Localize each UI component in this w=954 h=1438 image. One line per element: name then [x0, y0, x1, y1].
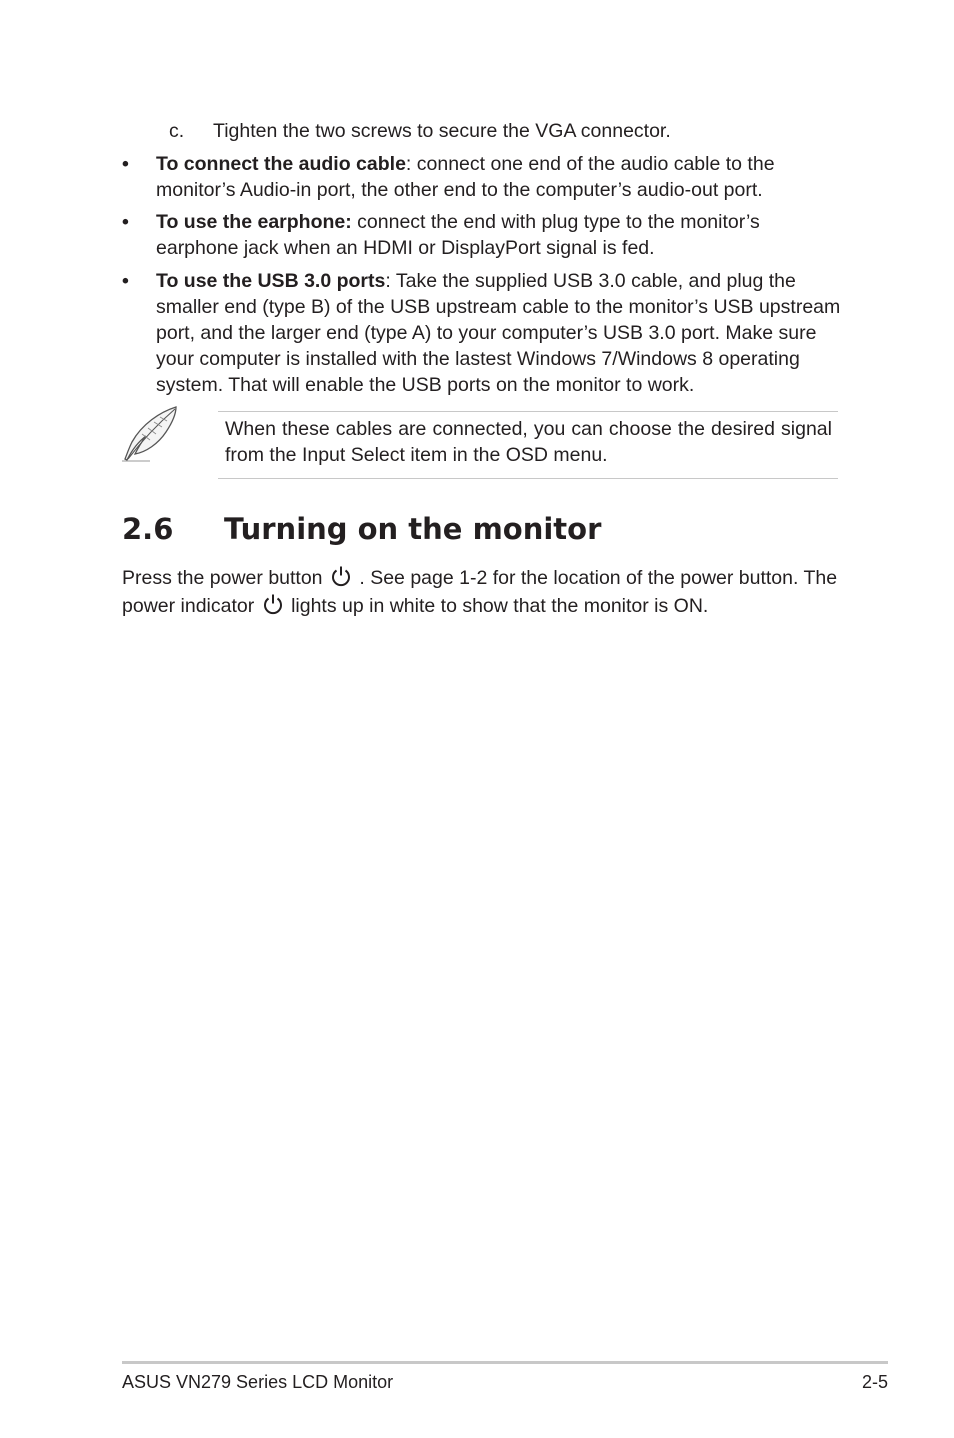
section-number: 2.6	[122, 512, 174, 546]
note-box	[218, 411, 838, 479]
para-part-3: lights up in white to show that the monitor is ON.	[285, 595, 709, 617]
power-icon	[262, 593, 284, 615]
footer-divider	[122, 1361, 888, 1364]
bullet-symbol: •	[122, 211, 129, 233]
power-paragraph	[122, 564, 852, 620]
bullet-earphone	[122, 209, 842, 261]
bullet-text: connect the end with plug type to the monitor’s earphone jack when an HDMI or DisplayPort signal is fed.	[156, 211, 760, 259]
bullet-heading: To use the USB 3.0 ports	[156, 270, 386, 292]
bullet-text: : connect one end of the audio cable to the monitor’s Audio-in port, the other end to the computer’s audio-out port.	[156, 153, 775, 201]
bullet-symbol: •	[122, 153, 129, 175]
footer-title: ASUS VN279 Series LCD Monitor	[122, 1372, 394, 1392]
bullet-audio-cable	[122, 151, 842, 203]
page-number: 2-5	[861, 1372, 888, 1392]
para-part-2: . See page 1-2 for the location of the power button. The power indicator	[122, 567, 838, 617]
bullet-heading: To use the earphone:	[156, 211, 352, 233]
section-title: Turning on the monitor	[224, 512, 602, 546]
bullet-text: : Take the supplied USB 3.0 cable, and plug the smaller end (type B) of the USB upstream cable to the monitor’s USB upstream port, and the larger end (type A) to your computer’s USB 3.0 port. Make sure your computer is installed with the lastest Windows 7/Windows 8 operating system. That will enable the USB ports on the monitor to work.	[156, 270, 841, 396]
para-part-1: Press the power button	[122, 567, 328, 589]
power-icon	[330, 565, 352, 587]
step-label: c.	[169, 120, 185, 142]
bullet-heading: To connect the audio cable	[156, 153, 406, 175]
step-text: Tighten the two screws to secure the VGA connector.	[213, 120, 671, 142]
note-text: When these cables are connected, you can choose the desired signal from the Input Select item in the OSD menu.	[225, 418, 832, 466]
feather-note-icon	[120, 404, 182, 466]
bullet-usb-ports	[122, 268, 842, 398]
bullet-symbol: •	[122, 270, 129, 292]
section-heading	[122, 512, 842, 556]
